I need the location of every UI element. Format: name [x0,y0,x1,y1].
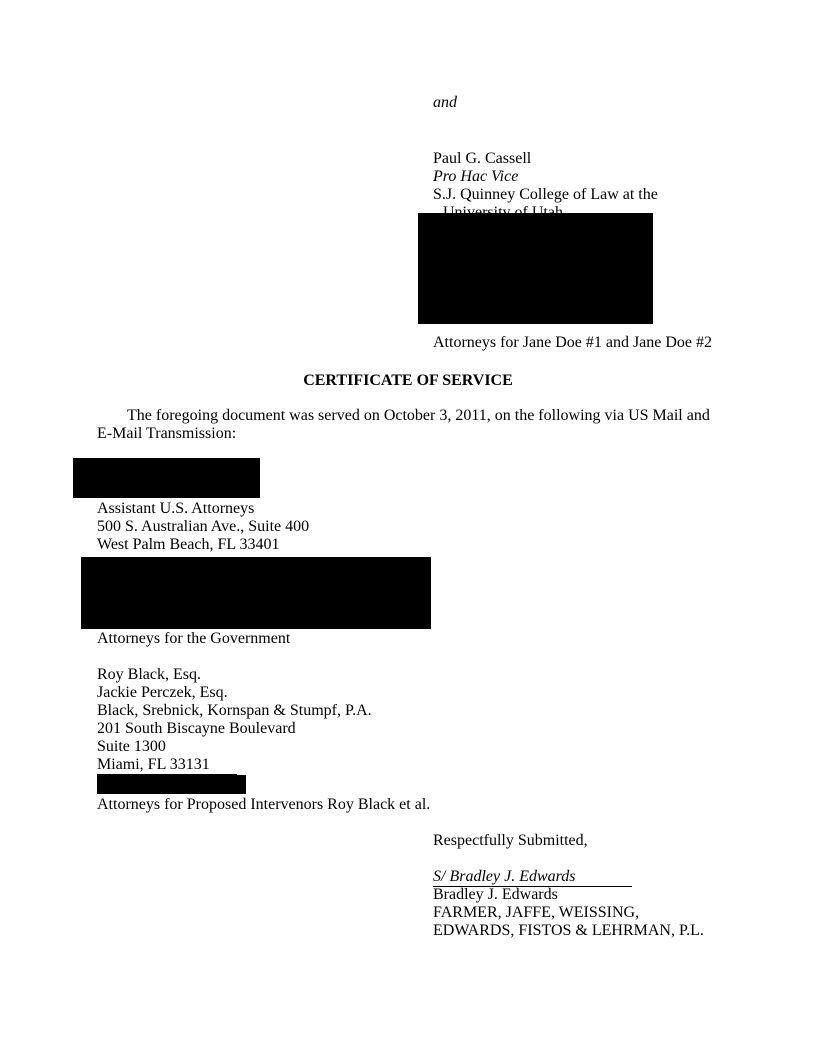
cassell-counsel-block [433,150,658,222]
connector-and-text: and [433,94,457,111]
pro-hac-vice-label: Pro Hac Vice [433,168,519,185]
government-role-caption: Attorneys for the Government [97,630,291,647]
intervenor-address-line-3: Black, Srebnick, Kornspan & Stumpf, P.A. [97,702,372,719]
intervenor-address-line-4: 201 South Biscayne Boulevard [97,720,296,737]
electronic-signature: S/ Bradley J. Edwards [433,868,632,887]
signature-line-wrap [433,868,632,887]
closing-line: Respectfully Submitted, [433,832,588,849]
certificate-of-service-title: CERTIFICATE OF SERVICE [303,372,513,389]
intervenor-address-line-2: Jackie Perczek, Esq. [97,684,228,701]
firm-name-line-1: FARMER, JAFFE, WEISSING, [433,904,640,921]
certificate-body-line-1: The foregoing document was served on October 3, 2011, on the following via US Mail and [127,407,710,424]
intervenor-role-caption: Attorneys for Proposed Intervenors Roy Black et al. [97,796,431,813]
redaction-box-government-names [73,458,260,498]
firm-name-line-2: EDWARDS, FISTOS & LEHRMAN, P.L. [433,922,704,939]
jane-doe-role-caption: Attorneys for Jane Doe #1 and Jane Doe #2 [433,334,713,351]
signer-block [433,886,704,940]
government-address-line-1: Assistant U.S. Attorneys [97,500,255,517]
signer-name: Bradley J. Edwards [433,886,558,903]
certificate-body-paragraph [97,407,737,443]
intervenor-address-line-5: Suite 1300 [97,738,166,755]
government-counsel-address [97,500,309,554]
intervenor-address-line-6: Miami, FL 33131 [97,756,237,775]
intervenor-address-line-1: Roy Black, Esq. [97,666,201,683]
counsel-name: Paul G. Cassell [433,150,532,167]
certificate-body-line-2: E-Mail Transmission: [97,425,237,442]
redaction-box-counsel-contact [418,213,653,324]
redaction-box-intervenor-contact [97,775,246,794]
government-address-line-3: West Palm Beach, FL 33401 [97,536,280,553]
counsel-institution-line-1: S.J. Quinney College of Law at the [433,186,658,203]
intervenor-counsel-address [97,666,372,775]
redaction-box-government-contact [81,557,431,629]
government-address-line-2: 500 S. Australian Ave., Suite 400 [97,518,310,535]
